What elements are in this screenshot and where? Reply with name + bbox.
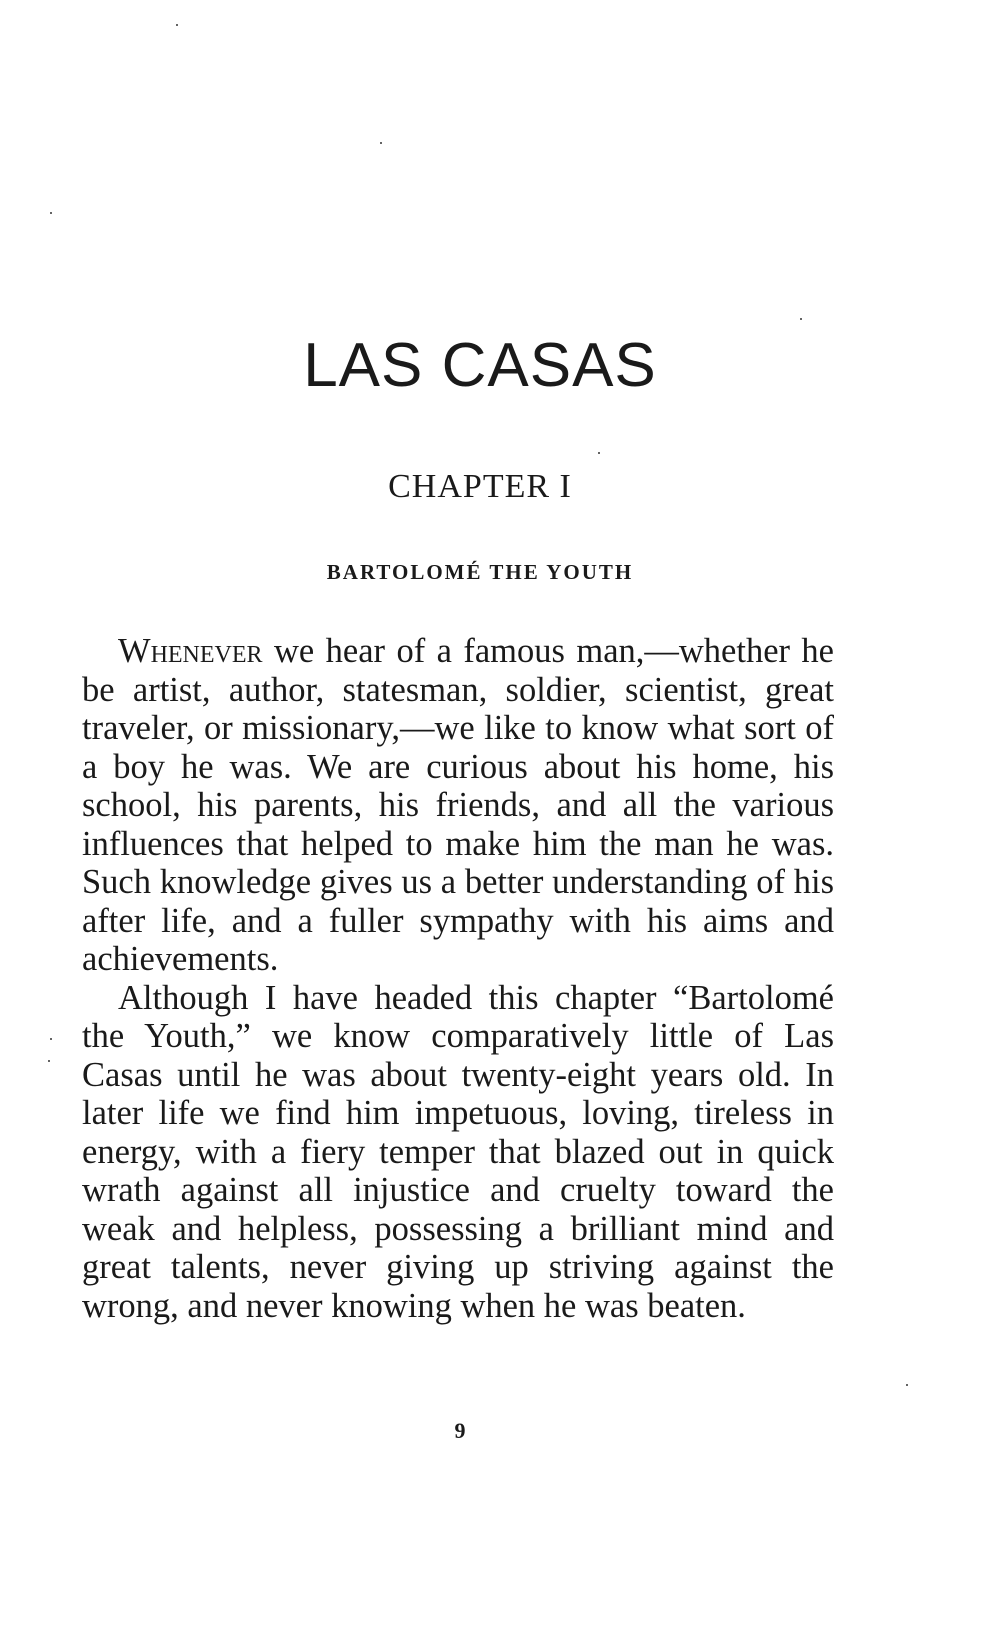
paper-speck — [50, 212, 52, 214]
paragraph-1 — [82, 632, 834, 979]
page-number: 9 — [454, 1418, 466, 1443]
chapter-subtitle: BARTOLOMÉ THE YOUTH — [326, 560, 634, 584]
paragraph-text: we hear of a famous man,—whether he be artist, author, statesman, soldier, scientist, great traveler, or missionary,—we like to know what sort of a boy he was. We are curious about his home, his school, his parents, his friends, and all the various influences that helped to make him the man he was. Such knowledge gives us a better understanding of his after life, and a fuller sympathy with his aims and achievements. — [82, 632, 834, 978]
chapter-body — [82, 632, 834, 1325]
paragraph-2: Although I have headed this chapter “Bartolomé the Youth,” we know comparatively little of Las Casas until he was about twenty-eight years old. In later life we find him impetuous, loving, tireless in energy, with a fiery temper that blazed out in quick wrath against all injustice and cruelty toward the weak and helpless, possessing a brilliant mind and great talents, never giving up striving against the wrong, and never knowing when he was beaten. — [82, 978, 834, 1325]
paper-speck — [800, 318, 802, 320]
paper-speck — [48, 1060, 50, 1062]
book-title: LAS CASAS — [303, 331, 657, 400]
paper-speck — [50, 1038, 52, 1040]
paragraph-lead-word: Whenever — [118, 632, 263, 670]
paper-speck — [380, 142, 382, 144]
paper-speck — [906, 1384, 908, 1386]
chapter-heading: CHAPTER I — [388, 468, 572, 505]
paper-speck — [598, 452, 600, 454]
paper-speck — [176, 24, 178, 26]
